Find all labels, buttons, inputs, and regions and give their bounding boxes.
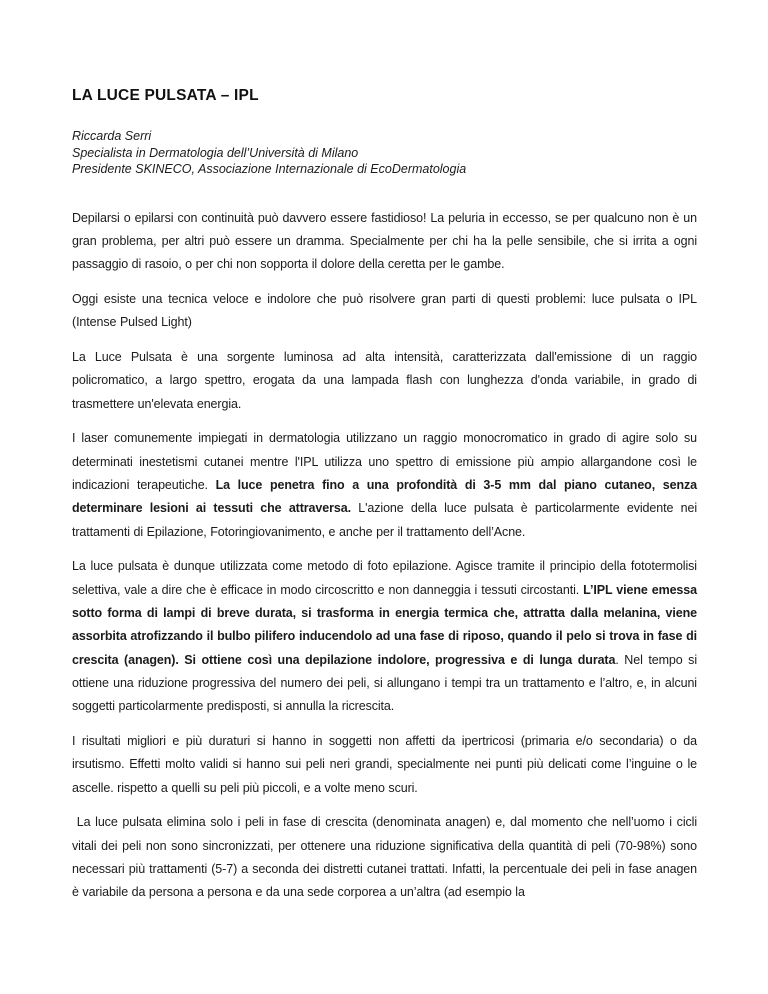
author-line: Specialista in Dermatologia dell’Università di Milano [72, 145, 359, 160]
paragraph [72, 288, 697, 335]
text-run: I risultati migliori e più duraturi si hanno in soggetti non affetti da ipertricosi (primaria e/o secondaria) o da irsutismo. Effetti molto validi si hanno sui peli neri grandi, specialmente nei punti più delicati come l’inguine o le ascelle. rispetto a quelli su peli più piccoli, e a volte meno scuri. [72, 733, 697, 795]
text-run: Depilarsi o epilarsi con continuità può davvero essere fastidioso! La peluria in eccesso, se per qualcuno non è un gran problema, per altri può essere un dramma. Specialmente per chi ha la pelle sensibile, che si irrita a ogni passaggio di rasoio, o per chi non sopporta il dolore della ceretta per le gambe. [72, 210, 697, 272]
text-run: La Luce Pulsata è una sorgente luminosa ad alta intensità, caratterizzata dall'emissione di un raggio policromatico, a largo spettro, erogata da una lampada flash con lunghezza d'onda variabile, in grado di trasmettere un'elevata energia. [72, 349, 697, 411]
bold-text-run: L’IPL viene emessa sotto forma di lampi di breve durata, si trasforma in energia termica che, attratta dalla melanina, viene assorbita atrofizzando il bulbo pilifero inducendolo ad una fase di riposo, quando il pelo si trova in fase di crescita (anagen). Si ottiene così una depilazione indolore, progressiva e di lunga durata [72, 582, 697, 667]
paragraph [72, 730, 697, 800]
text-run: Oggi esiste una tecnica veloce e indolore che può risolvere gran parti di questi problemi: luce pulsata o IPL (Intense Pulsed Light) [72, 291, 697, 330]
paragraph [72, 427, 697, 543]
author-block [72, 128, 697, 178]
paragraph [72, 207, 697, 277]
text-run: La luce pulsata è dunque utilizzata come metodo di foto epilazione. Agisce tramite il principio della fototermolisi selettiva, vale a dire che è efficace in modo circoscritto e non danneggia i tessuti circostanti. [72, 559, 697, 597]
text-run: I laser comunemente impiegati in dermatologia utilizzano un raggio monocromatico in grado di agire solo su determinati inestetismi cutanei mentre l'IPL utilizza uno spettro di emissione più ampio allargandone così le indicazioni terapeutiche. [72, 431, 697, 492]
text-run: . Nel tempo si ottiene una riduzione progressiva del numero dei peli, si allungano i tempi tra un trattamento e l’altro, e, in alcuni soggetti particolarmente predisposti, si annulla la ricrescita. [72, 652, 697, 714]
paragraph [72, 346, 697, 416]
bold-text-run: La luce penetra fino a una profondità di 3-5 mm dal piano cutaneo, senza determinare lesioni ai tessuti che attraversa. [72, 477, 698, 516]
author-line: Presidente SKINECO, Associazione Internazionale di EcoDermatologia [72, 162, 467, 176]
author-line: Riccarda Serri [72, 129, 152, 143]
paragraph [72, 555, 697, 718]
document-body [72, 207, 697, 905]
text-run: L'azione della luce pulsata è particolarmente evidente nei trattamenti di Epilazione, Fotoringiovanimento, e anche per il trattamento dell’Acne. [72, 501, 697, 539]
text-run: La luce pulsata elimina solo i peli in fase di crescita (denominata anagen) e, dal momento che nell’uomo i cicli vitali dei peli non sono sincronizzati, per ottenere una riduzione significativa della quantità di peli (70-98%) sono necessari più trattamenti (5-7) a seconda dei distretti cutanei trattati. Infatti, la percentuale dei peli in fase anagen è variabile da persona a persona e da una sede corporea a un’altra (ad esempio la [72, 815, 697, 900]
document-title: LA LUCE PULSATA – IPL [72, 87, 259, 104]
paragraph [72, 811, 697, 904]
